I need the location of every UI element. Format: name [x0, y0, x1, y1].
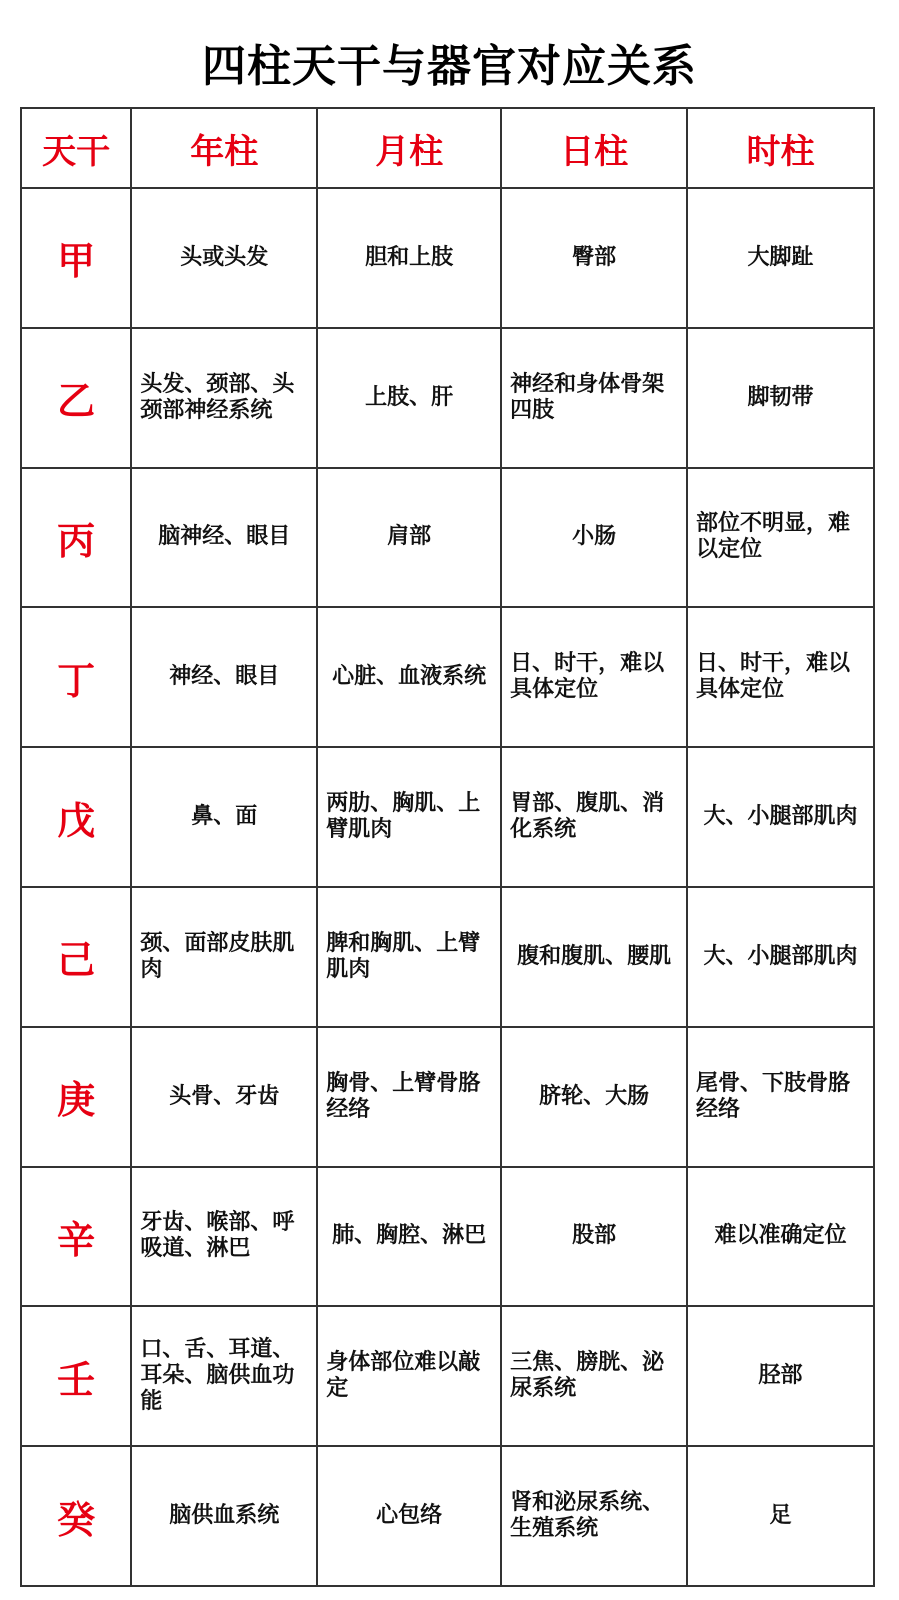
organ-cell-year-pillar	[131, 1167, 317, 1307]
table-row	[21, 1306, 874, 1446]
organ-text: 脾和胸肌、上臂肌肉	[326, 930, 481, 982]
organ-text: 股部	[572, 1223, 617, 1249]
table-row	[21, 1446, 874, 1586]
organ-cell-day-pillar	[501, 607, 687, 747]
organ-text: 脑神经、眼目	[158, 524, 291, 550]
header-month-pillar: 月柱	[317, 108, 501, 188]
header-stem: 天干	[21, 108, 131, 188]
organ-cell-month-pillar	[317, 607, 501, 747]
organ-cell-hour-pillar	[687, 1306, 874, 1446]
organ-cell-month-pillar	[317, 887, 501, 1027]
organ-text: 头骨、牙齿	[169, 1083, 280, 1109]
stem-cell: 丁	[21, 607, 131, 747]
organ-text: 三焦、膀胱、泌尿系统	[510, 1350, 665, 1402]
organ-text: 胫部	[758, 1363, 803, 1389]
organ-text: 难以准确定位	[714, 1223, 847, 1249]
organ-cell-year-pillar	[131, 188, 317, 328]
organ-text: 腹和腹肌、腰肌	[517, 943, 672, 969]
organ-text: 上肢、肝	[365, 384, 454, 410]
table-row	[21, 887, 874, 1027]
organ-text: 胸骨、上臂骨胳经络	[326, 1070, 481, 1122]
organ-cell-year-pillar	[131, 747, 317, 887]
organ-text: 小肠	[572, 524, 617, 550]
organ-cell-hour-pillar	[687, 1167, 874, 1307]
organ-text: 心包络	[376, 1503, 443, 1529]
organ-text: 肺、胸腔、淋巴	[332, 1223, 487, 1249]
organ-cell-month-pillar	[317, 188, 501, 328]
stem-cell: 戊	[21, 747, 131, 887]
organ-cell-month-pillar	[317, 328, 501, 468]
organ-cell-month-pillar	[317, 468, 501, 608]
stem-organ-table	[20, 107, 875, 1587]
organ-cell-day-pillar	[501, 1167, 687, 1307]
organ-text: 胃部、腹肌、消化系统	[510, 791, 665, 843]
organ-cell-hour-pillar	[687, 887, 874, 1027]
organ-text: 心脏、血液系统	[332, 664, 487, 690]
organ-text: 神经、眼目	[169, 664, 280, 690]
organ-cell-hour-pillar	[687, 188, 874, 328]
table-row	[21, 468, 874, 608]
table-header-row	[21, 108, 874, 188]
organ-text: 脐轮、大肠	[539, 1083, 650, 1109]
organ-text: 牙齿、喉部、呼吸道、淋巴	[140, 1210, 295, 1262]
organ-cell-year-pillar	[131, 328, 317, 468]
header-year-pillar: 年柱	[131, 108, 317, 188]
organ-cell-day-pillar	[501, 1446, 687, 1586]
table-row	[21, 607, 874, 747]
organ-text: 颈、面部皮肤肌肉	[140, 930, 295, 982]
organ-text: 大、小腿部肌肉	[703, 804, 858, 830]
organ-cell-day-pillar	[501, 468, 687, 608]
organ-cell-month-pillar	[317, 1027, 501, 1167]
organ-cell-year-pillar	[131, 468, 317, 608]
organ-cell-year-pillar	[131, 1446, 317, 1586]
stem-cell: 乙	[21, 328, 131, 468]
organ-cell-day-pillar	[501, 328, 687, 468]
organ-text: 脑供血系统	[169, 1503, 280, 1529]
page-title: 四柱天干与器官对应关系	[202, 41, 697, 92]
organ-text: 尾骨、下肢骨胳经络	[696, 1070, 851, 1122]
stem-cell: 癸	[21, 1446, 131, 1586]
organ-cell-year-pillar	[131, 887, 317, 1027]
table-body	[21, 188, 874, 1586]
organ-cell-hour-pillar	[687, 607, 874, 747]
organ-cell-hour-pillar	[687, 328, 874, 468]
organ-cell-year-pillar	[131, 607, 317, 747]
organ-text: 身体部位难以敲定	[326, 1350, 481, 1402]
organ-text: 大脚趾	[747, 244, 814, 270]
organ-text: 大、小腿部肌肉	[703, 943, 858, 969]
organ-text: 口、舌、耳道、耳朵、脑供血功能	[140, 1337, 295, 1415]
table-row	[21, 1027, 874, 1167]
stem-cell: 壬	[21, 1306, 131, 1446]
organ-cell-day-pillar	[501, 188, 687, 328]
table-row	[21, 328, 874, 468]
organ-cell-month-pillar	[317, 1446, 501, 1586]
organ-text: 日、时干，难以具体定位	[696, 651, 851, 703]
organ-text: 鼻、面	[191, 804, 258, 830]
organ-cell-year-pillar	[131, 1306, 317, 1446]
organ-cell-month-pillar	[317, 1306, 501, 1446]
organ-text: 头或头发	[180, 244, 269, 270]
header-day-pillar: 日柱	[501, 108, 687, 188]
organ-text: 肾和泌尿系统、生殖系统	[510, 1490, 665, 1542]
organ-text: 日、时干，难以具体定位	[510, 651, 665, 703]
organ-cell-hour-pillar	[687, 1446, 874, 1586]
stem-cell: 辛	[21, 1167, 131, 1307]
organ-text: 足	[769, 1503, 792, 1529]
organ-text: 脚韧带	[747, 384, 814, 410]
table-row	[21, 188, 874, 328]
organ-cell-day-pillar	[501, 747, 687, 887]
organ-cell-day-pillar	[501, 1306, 687, 1446]
table-row	[21, 747, 874, 887]
stem-cell: 丙	[21, 468, 131, 608]
stem-cell: 己	[21, 887, 131, 1027]
organ-cell-year-pillar	[131, 1027, 317, 1167]
stem-cell: 甲	[21, 188, 131, 328]
header-hour-pillar: 时柱	[687, 108, 874, 188]
organ-text: 神经和身体骨架四肢	[510, 371, 665, 423]
organ-text: 臀部	[572, 244, 617, 270]
organ-text: 胆和上肢	[365, 244, 454, 270]
organ-cell-hour-pillar	[687, 1027, 874, 1167]
organ-cell-month-pillar	[317, 1167, 501, 1307]
organ-text: 肩部	[387, 524, 432, 550]
organ-cell-day-pillar	[501, 887, 687, 1027]
organ-cell-hour-pillar	[687, 747, 874, 887]
organ-cell-month-pillar	[317, 747, 501, 887]
table-row	[21, 1167, 874, 1307]
organ-text: 两肋、胸肌、上臂肌肉	[326, 791, 481, 843]
organ-cell-day-pillar	[501, 1027, 687, 1167]
organ-text: 部位不明显，难以定位	[696, 511, 851, 563]
organ-text: 头发、颈部、头颈部神经系统	[140, 371, 295, 423]
organ-cell-hour-pillar	[687, 468, 874, 608]
stem-cell: 庚	[21, 1027, 131, 1167]
